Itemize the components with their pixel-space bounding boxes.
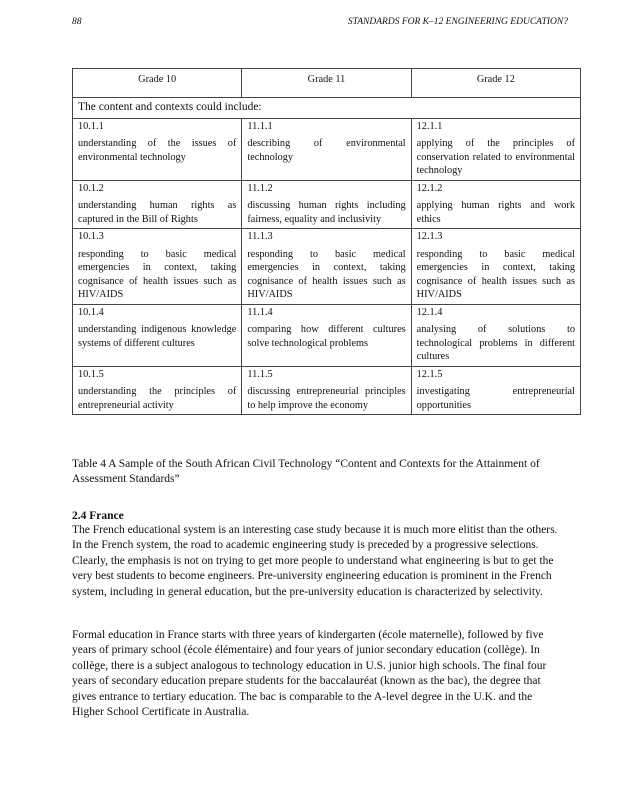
- standard-code: 12.1.1: [416, 120, 443, 132]
- column-header: Grade 11: [242, 69, 411, 98]
- table-cell: [411, 229, 580, 305]
- table-cell: [242, 366, 411, 415]
- standard-description: understanding the principles of entrepreneurial activity: [78, 386, 237, 411]
- table-cell: [242, 229, 411, 305]
- standard-code: 11.1.5: [247, 368, 273, 380]
- standard-description: understanding indigenous knowledge systems of different cultures: [78, 324, 237, 349]
- table-intro-row: [73, 98, 581, 119]
- table-cell: [411, 304, 580, 366]
- table-caption: Table 4 A Sample of the South African Civil Technology “Content and Contexts for the Attainment of Assessment Standards”: [72, 458, 540, 485]
- standard-code: 10.1.4: [78, 306, 104, 318]
- table-row: [73, 304, 581, 366]
- standard-code: 12.1.4: [416, 306, 443, 318]
- table-cell: [411, 366, 580, 415]
- page-number: 88: [72, 17, 82, 27]
- standards-table: [72, 68, 581, 415]
- table-cell: [411, 180, 580, 229]
- standard-description: comparing how different cultures solve technological problems: [247, 324, 406, 349]
- paragraph-text: The French educational system is an interesting case study because it is much more elitist than the others. In the French system, the road to academic engineering study is preceded by a progressive selections. Clearly, the emphasis is not on trying to get more people to understand what engineering is but to get the very best students to become engineers. Pre-university engineering education is prominent in the French system, including in general education, but the pre-university education is characterized by selectivity.: [72, 524, 558, 598]
- section-title: 2.4 France: [72, 510, 124, 522]
- column-header: Grade 10: [73, 69, 242, 98]
- table-cell: [242, 180, 411, 229]
- standard-description: discussing human rights including fairness, equality and inclusivity: [247, 200, 406, 225]
- standard-code: 11.1.1: [247, 120, 273, 132]
- standard-code: 10.1.5: [78, 368, 104, 380]
- table-cell: [242, 118, 411, 180]
- table-intro: The content and contexts could include:: [73, 98, 581, 119]
- section-paragraph: [72, 628, 567, 720]
- table-cell: [73, 229, 242, 305]
- table-row: [73, 180, 581, 229]
- table-header-row: [73, 69, 581, 98]
- table-cell: [73, 180, 242, 229]
- table-body: [73, 98, 581, 415]
- standard-code: 12.1.3: [416, 231, 443, 242]
- section-paragraph: [72, 523, 567, 600]
- table-cell: [242, 304, 411, 366]
- table-cell: [73, 304, 242, 366]
- standard-description: discussing entrepreneurial principles to help improve the economy: [247, 386, 406, 411]
- standard-code: 11.1.4: [247, 306, 273, 318]
- standard-code: 12.1.2: [416, 182, 443, 194]
- table-cell: [73, 118, 242, 180]
- standard-code: 10.1.2: [78, 182, 104, 194]
- standard-description: applying human rights and work ethics: [416, 200, 575, 225]
- standard-code: 11.1.3: [247, 231, 273, 242]
- standard-description: applying of the principles of conservation related to environmental technology: [416, 138, 575, 176]
- paragraph-text: Formal education in France starts with three years of kindergarten (école maternelle), followed by five years of primary school (école élémentaire) and four years of junior secondary education (collège). In collège, there is a subject analogous to technology education in U.S. junior high schools. The final four years of secondary education prepare students for the baccalauréat (known as the bac), the degree that gives entrance to tertiary education. The bac is comparable to the A-level degree in the U.K. and the Higher School Certificate in Australia.: [72, 629, 547, 719]
- table-row: [73, 229, 581, 305]
- table-row: [73, 366, 581, 415]
- table-cell: [411, 118, 580, 180]
- table-row: [73, 118, 581, 180]
- standard-description: responding to basic medical emergencies in context, taking cognisance of health issues such as HIV/AIDS: [416, 248, 575, 300]
- standard-description: describing of environmental technology: [247, 138, 406, 163]
- standard-description: understanding human rights as captured in the Bill of Rights: [78, 200, 237, 225]
- standard-description: investigating entrepreneurial opportunities: [416, 386, 575, 411]
- standard-code: 11.1.2: [247, 182, 273, 194]
- standard-code: 10.1.3: [78, 231, 104, 242]
- standard-description: responding to basic medical emergencies in context, taking cognisance of health issues such as HIV/AIDS: [78, 248, 237, 300]
- standard-description: analysing of solutions to technological problems in different cultures: [416, 324, 575, 362]
- table-cell: [73, 366, 242, 415]
- standard-description: understanding of the issues of environmental technology: [78, 138, 237, 163]
- standard-code: 10.1.1: [78, 120, 104, 132]
- column-header: Grade 12: [411, 69, 580, 98]
- running-title: STANDARDS FOR K–12 ENGINEERING EDUCATION?: [347, 17, 568, 27]
- standard-description: responding to basic medical emergencies in context, taking cognisance of health issues such as HIV/AIDS: [247, 248, 406, 300]
- standard-code: 12.1.5: [416, 368, 443, 380]
